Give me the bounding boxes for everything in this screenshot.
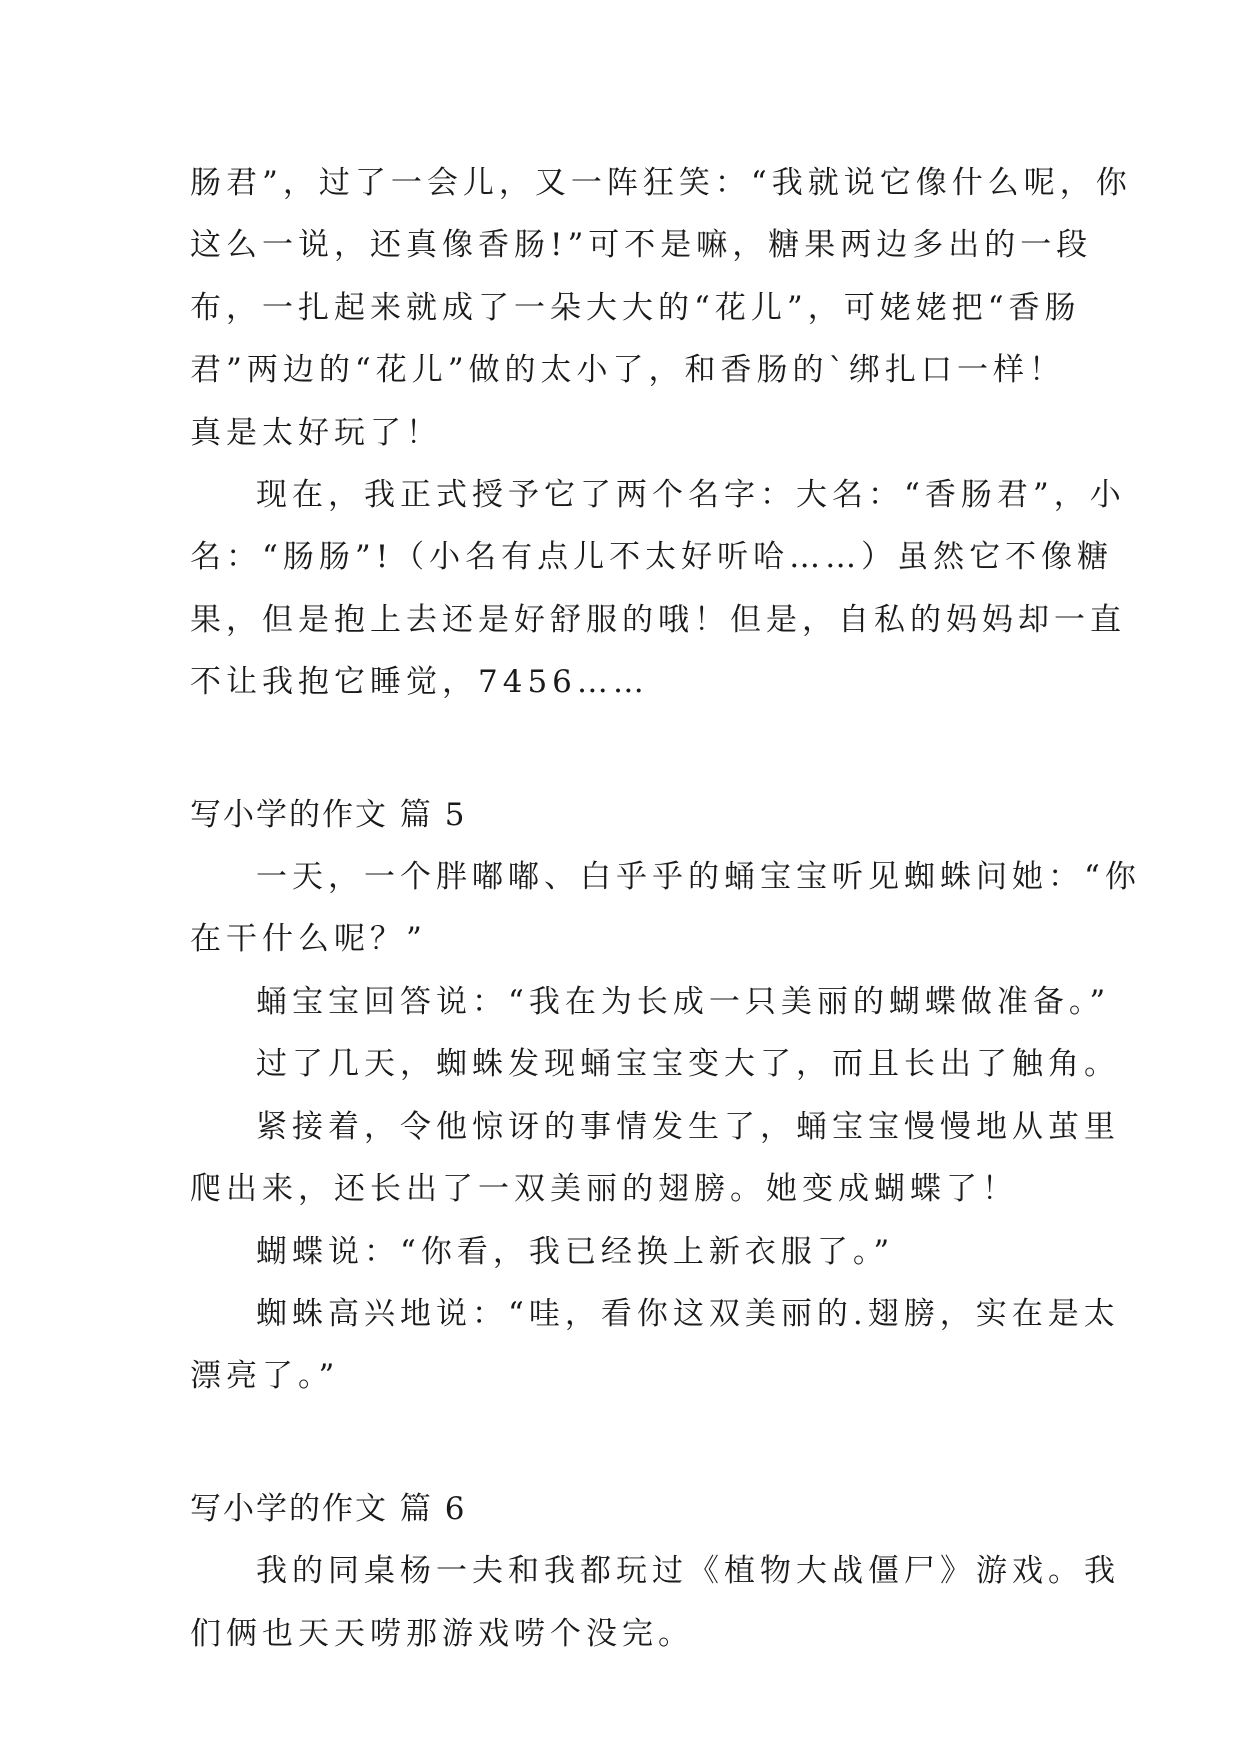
text-line: 我的同桌杨一夫和我都玩过《植物大战僵尸》游戏。我 bbox=[256, 1553, 1120, 1590]
section-spacer bbox=[190, 1408, 1055, 1478]
text-line: 爬出来，还长出了一双美丽的翅膀。她变成蝴蝶了！ bbox=[190, 1171, 1018, 1208]
text-line: 们俩也天天唠那游戏唠个没完。 bbox=[190, 1615, 694, 1652]
text-line: 肠君”，过了一会儿，又一阵狂笑：“我就说它像什么呢，你 bbox=[190, 165, 1132, 201]
paragraph bbox=[190, 1221, 1055, 1283]
text-line: 君”两边的“花儿”做的太小了，和香肠的`绑扎口一样！ bbox=[190, 352, 1066, 389]
section-heading: 写小学的作文 篇 5 bbox=[190, 796, 467, 833]
text-line: 布，一扎起来就成了一朵大大的“花儿”，可姥姥把“香肠 bbox=[190, 289, 1081, 326]
text-line: 漂亮了。” bbox=[190, 1358, 340, 1395]
text-line: 在干什么呢？” bbox=[190, 921, 427, 958]
paragraph bbox=[190, 152, 1132, 464]
paragraph bbox=[190, 971, 1111, 1033]
section-heading: 写小学的作文 篇 6 bbox=[190, 1490, 467, 1527]
paragraph bbox=[190, 1033, 1120, 1095]
text-line: 紧接着，令他惊讶的事情发生了，蛹宝宝慢慢地从茧里 bbox=[256, 1108, 1120, 1145]
text-line: 过了几天，蜘蛛发现蛹宝宝变大了，而且长出了触角。 bbox=[256, 1046, 1120, 1083]
document-body bbox=[190, 152, 1141, 1665]
text-line: 现在，我正式授予它了两个名字：大名：“香肠君”，小 bbox=[256, 477, 1126, 514]
text-line: 蝴蝶说：“你看，我已经换上新衣服了。” bbox=[256, 1233, 895, 1270]
text-line: 蜘蛛高兴地说：“哇，看你这双美丽的.翅膀，实在是太 bbox=[256, 1295, 1120, 1332]
text-line: 一天，一个胖嘟嘟、白乎乎的蛹宝宝听见蜘蛛问她：“你 bbox=[256, 859, 1141, 896]
paragraph bbox=[190, 1540, 1120, 1665]
paragraph bbox=[190, 464, 1126, 714]
paragraph bbox=[190, 846, 1141, 971]
text-line: 不让我抱它睡觉，7456…… bbox=[190, 664, 649, 701]
text-line: 这么一说，还真像香肠!”可不是嘛，糖果两边多出的一段 bbox=[190, 227, 1093, 264]
text-line: 名：“肠肠”!（小名有点儿不太好听哈……）虽然它不像糖 bbox=[190, 539, 1114, 576]
section-spacer bbox=[190, 714, 1055, 784]
text-line: 果，但是抱上去还是好舒服的哦！但是，自私的妈妈却一直 bbox=[190, 601, 1126, 638]
paragraph bbox=[190, 1096, 1120, 1221]
text-line: 蛹宝宝回答说：“我在为长成一只美丽的蝴蝶做准备。” bbox=[256, 983, 1111, 1020]
text-line: 真是太好玩了！ bbox=[190, 414, 442, 451]
paragraph bbox=[190, 1283, 1120, 1408]
